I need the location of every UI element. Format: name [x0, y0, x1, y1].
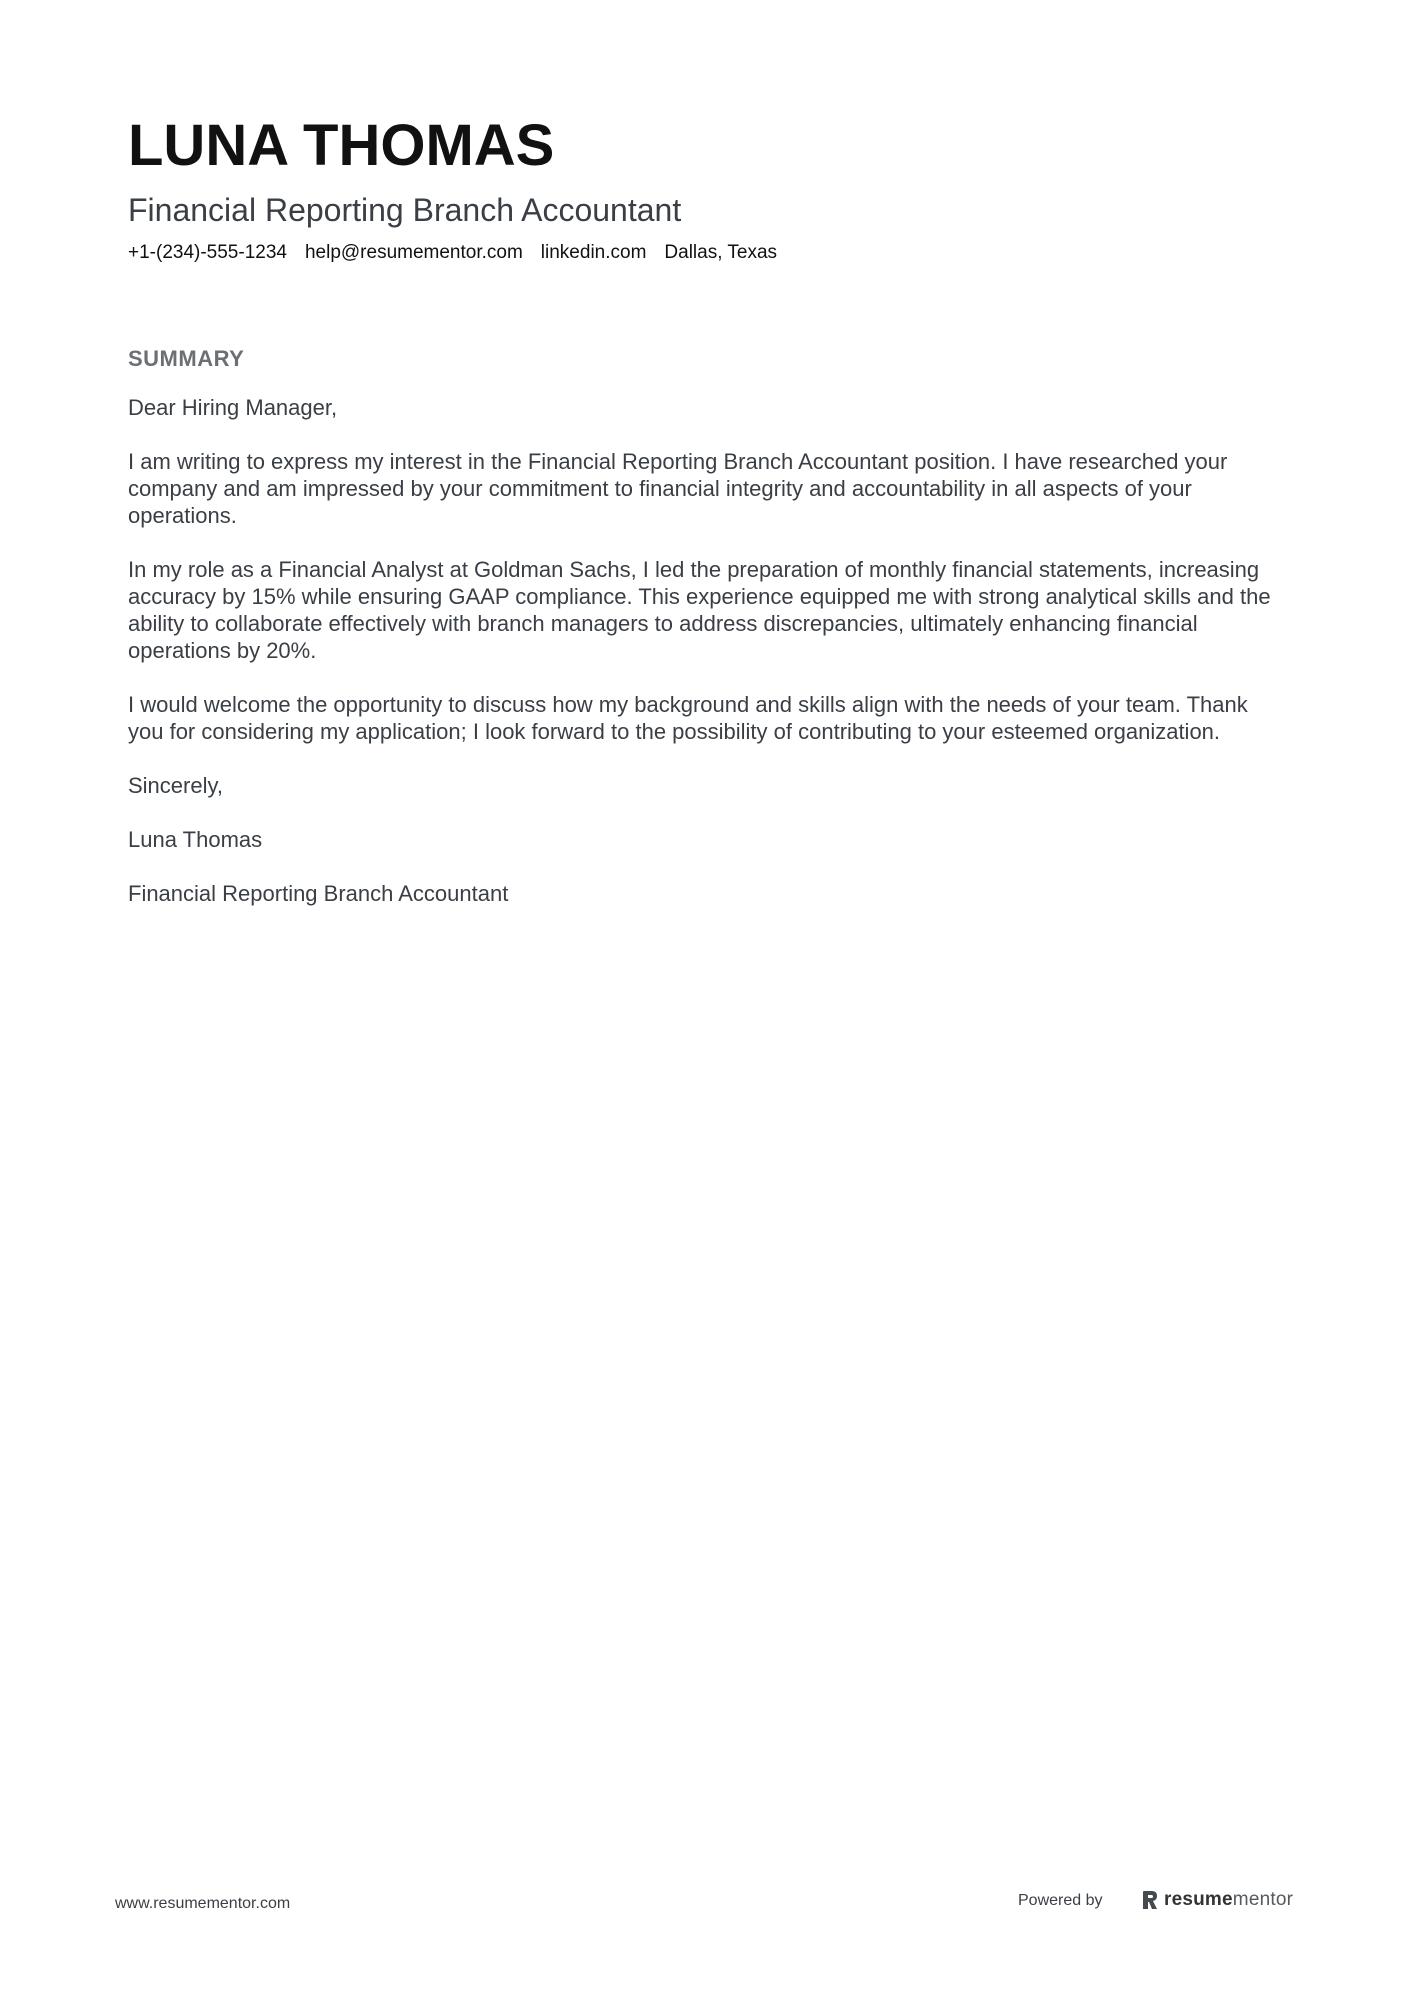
email-address: help@resumementor.com — [304, 242, 523, 263]
job-title: Financial Reporting Branch Accountant — [128, 192, 682, 228]
logo-wordmark-bold: resume — [1164, 1889, 1233, 1910]
footer-website-link[interactable]: www.resumementor.com — [115, 1895, 291, 1912]
closing: Sincerely, — [128, 773, 223, 798]
location: Dallas, Texas — [664, 242, 778, 263]
salutation: Dear Hiring Manager, — [128, 395, 338, 420]
powered-by-label: Powered by — [1018, 1892, 1103, 1909]
body-paragraph: In my role as a Financial Analyst at Goldman Sachs, I led the preparation of monthly financial statements, increasing accuracy by 15% while ensuring GAAP compliance. This experience equipped me with strong analytical skills and the ability to collaborate effectively with branch managers to address discrepancies, ultimately enhancing financial operations by 20%. — [128, 557, 1271, 663]
body-paragraph: I would welcome the opportunity to discuss how my background and skills align with the needs of your team. Thank you for considering my application; I look forward to the possibility of contributing to your esteemed organization. — [128, 692, 1248, 744]
contact-line — [128, 240, 1288, 266]
summary-section — [128, 344, 1288, 934]
candidate-name: LUNA THOMAS — [128, 113, 555, 178]
logo-wordmark-light: mentor — [1232, 1889, 1294, 1910]
linkedin-link[interactable]: linkedin.com — [540, 242, 647, 263]
phone-number: +1-(234)-555-1234 — [128, 242, 287, 263]
section-heading: SUMMARY — [128, 346, 245, 371]
header — [128, 112, 1288, 266]
resumementor-logo-icon — [1142, 1890, 1158, 1910]
resumementor-logo[interactable] — [1142, 1888, 1293, 1912]
signature-title: Financial Reporting Branch Accountant — [128, 881, 509, 906]
footer — [0, 1888, 1410, 1928]
logo-wordmark — [1164, 1888, 1293, 1912]
body-paragraph: I am writing to express my interest in the Financial Reporting Branch Accountant position. I have researched your company and am impressed by your commitment to financial integrity and accountability in all aspects of your operations. — [128, 449, 1228, 528]
signature-name: Luna Thomas — [128, 827, 263, 852]
